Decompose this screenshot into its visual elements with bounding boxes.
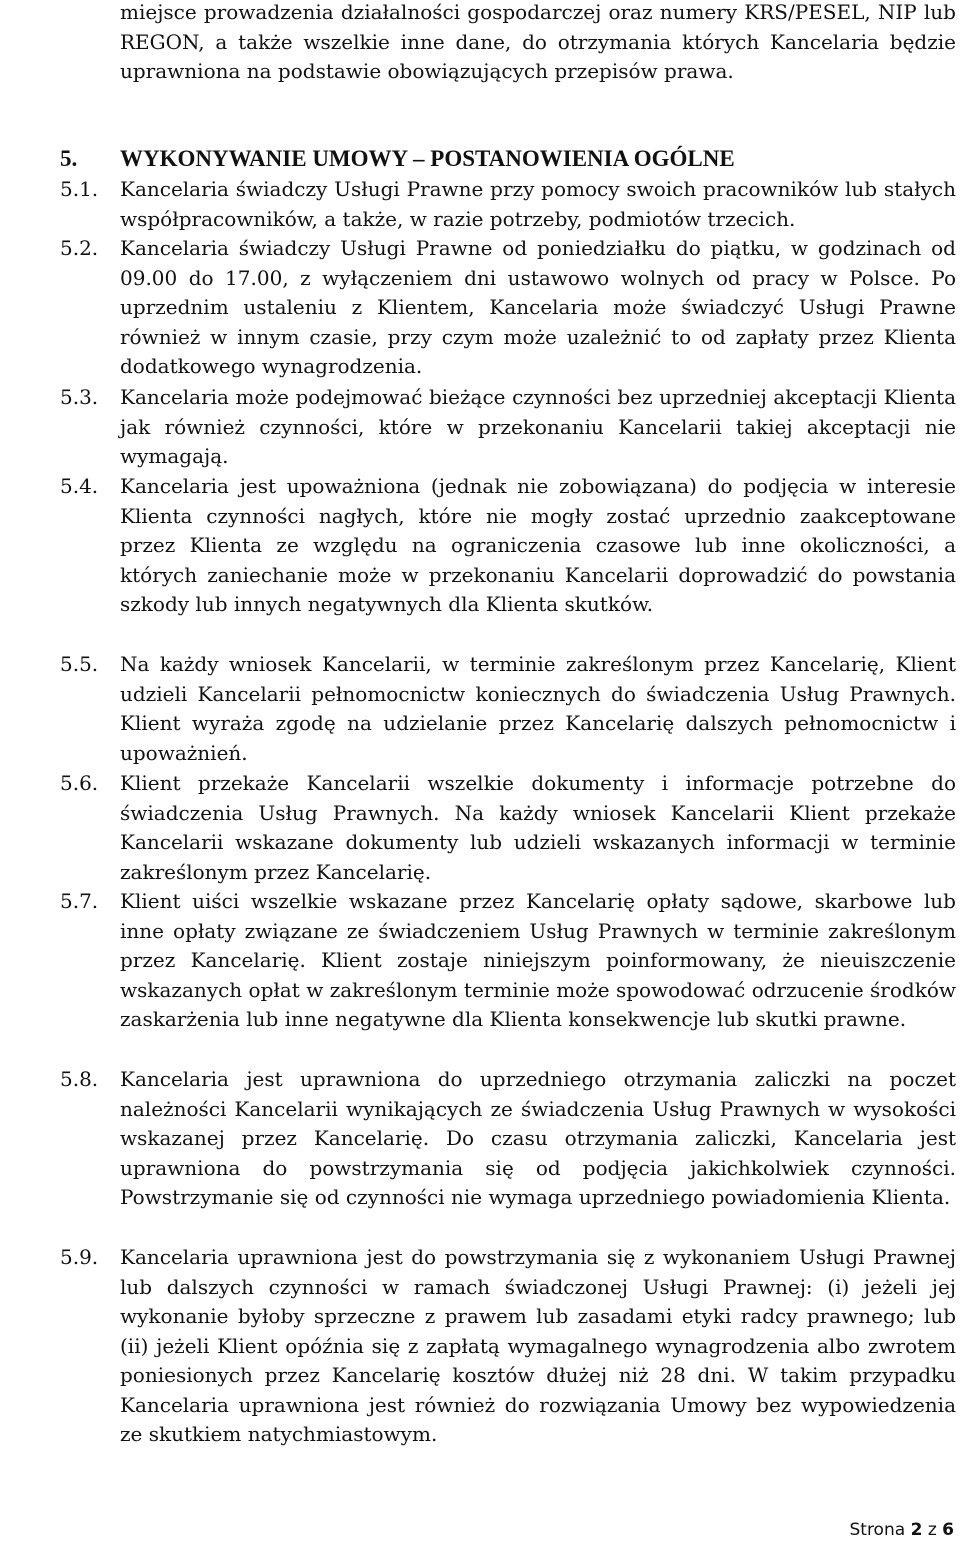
clause-number: 5.8. [60,1067,99,1091]
intro-paragraph: miejsce prowadzenia działalności gospodarczej oraz numery KRS/PESEL, NIP lub REGON, a także wszelkie inne dane, do otrzymania których Kancelaria będzie uprawniona na podstawie obowiązujących przepisów prawa. [120,0,956,83]
current-page: 2 [910,1520,923,1540]
clause-number: 5.9. [60,1245,99,1269]
section-number: 5. [60,146,78,171]
clause-number: 5.7. [60,889,99,913]
clause-number: 5.5. [60,652,99,676]
page-separator: z [927,1520,937,1540]
section-heading [60,144,956,174]
clause-text: Kancelaria może podejmować bieżące czynności bez uprzedniej akceptacji Klienta jak również czynności, które w przekonaniu Kancelarii takiej akceptacji nie wymagają. [120,385,956,468]
page-label: Strona [849,1520,906,1540]
clause-text: Kancelaria uprawniona jest do powstrzymania się z wykonaniem Usługi Prawnej lub dalszych czynności w ramach świadczonej Usługi Prawnej: (i) jeżeli jej wykonanie byłoby sprzeczne z prawem lub zasadami etyki radcy prawnego; lub (ii) jeżeli Klient opóźnia się z zapłatą wymagalnego wynagrodzenia albo zwrotem poniesionych przez Kancelarię kosztów dłużej niż 28 dni. W takim przypadku Kancelaria uprawniona jest również do rozwiązania Umowy bez wypowiedzenia ze skutkiem natychmiastowym. [120,1245,956,1446]
clause-number: 5.6. [60,771,99,795]
clause-number: 5.3. [60,385,99,409]
section-title: WYKONYWANIE UMOWY – POSTANOWIENIA OGÓLNE [120,146,735,171]
clause-text: Na każdy wniosek Kancelarii, w terminie zakreślonym przez Kancelarię, Klient udzieli Kancelarii pełnomocnictw koniecznych do świadczenia Usług Prawnych. Klient wyraża zgodę na udzielanie przez Kancelarię dalszych pełnomocnictw i upoważnień. [120,652,956,765]
clause-text: Klient uiści wszelkie wskazane przez Kancelarię opłaty sądowe, skarbowe lub inne opłaty związane ze świadczeniem Usług Prawnych w terminie zakreślonym przez Kancelarię. Klient zostaje niniejszym poinformowany, że nieuiszczenie wskazanych opłat w zakreślonym terminie może spowodować odrzucenie środków zaskarżenia lub inne negatywne dla Klienta konsekwencje lub skutki prawne. [120,889,956,1031]
clause-text: Kancelaria jest upoważniona (jednak nie zobowiązana) do podjęcia w interesie Klienta czynności nagłych, które nie mogły zostać uprzednio zaakceptowane przez Klienta ze względu na ograniczenia czasowe lub inne okoliczności, a których zaniechanie może w przekonaniu Kancelarii doprowadzić do powstania szkody lub innych negatywnych dla Klienta skutków. [120,474,956,616]
clause-text: Klient przekaże Kancelarii wszelkie dokumenty i informacje potrzebne do świadczenia Usług Prawnych. Na każdy wniosek Kancelarii Klient przekaże Kancelarii wskazane dokumenty lub udzieli wskazanych informacji w terminie zakreślonym przez Kancelarię. [120,771,956,884]
clause-number: 5.1. [60,177,99,201]
clause-number: 5.2. [60,236,99,260]
clause-text: Kancelaria świadczy Usługi Prawne od poniedziałku do piątku, w godzinach od 09.00 do 17.00, z wyłączeniem dni ustawowo wolnych od pracy w Polsce. Po uprzednim ustaleniu z Klientem, Kancelaria może świadczyć Usługi Prawne również w innym czasie, przy czym może uzależnić to od zapłaty przez Klienta dodatkowego wynagrodzenia. [120,236,956,378]
clause-text: Kancelaria świadczy Usługi Prawne przy pomocy swoich pracowników lub stałych współpracowników, a także, w razie potrzeby, podmiotów trzecich. [120,177,956,231]
clause-number: 5.4. [60,474,99,498]
clause-text: Kancelaria jest uprawniona do uprzedniego otrzymania zaliczki na poczet należności Kancelarii wynikających ze świadczenia Usług Prawnych w wysokości wskazanej przez Kancelarię. Do czasu otrzymania zaliczki, Kancelaria jest uprawniona do powstrzymania się od podjęcia jakichkolwiek czynności. Powstrzymanie się od czynności nie wymaga uprzedniego powiadomienia Klienta. [120,1067,956,1209]
page-number-footer [849,1520,954,1540]
total-pages: 6 [942,1520,954,1540]
